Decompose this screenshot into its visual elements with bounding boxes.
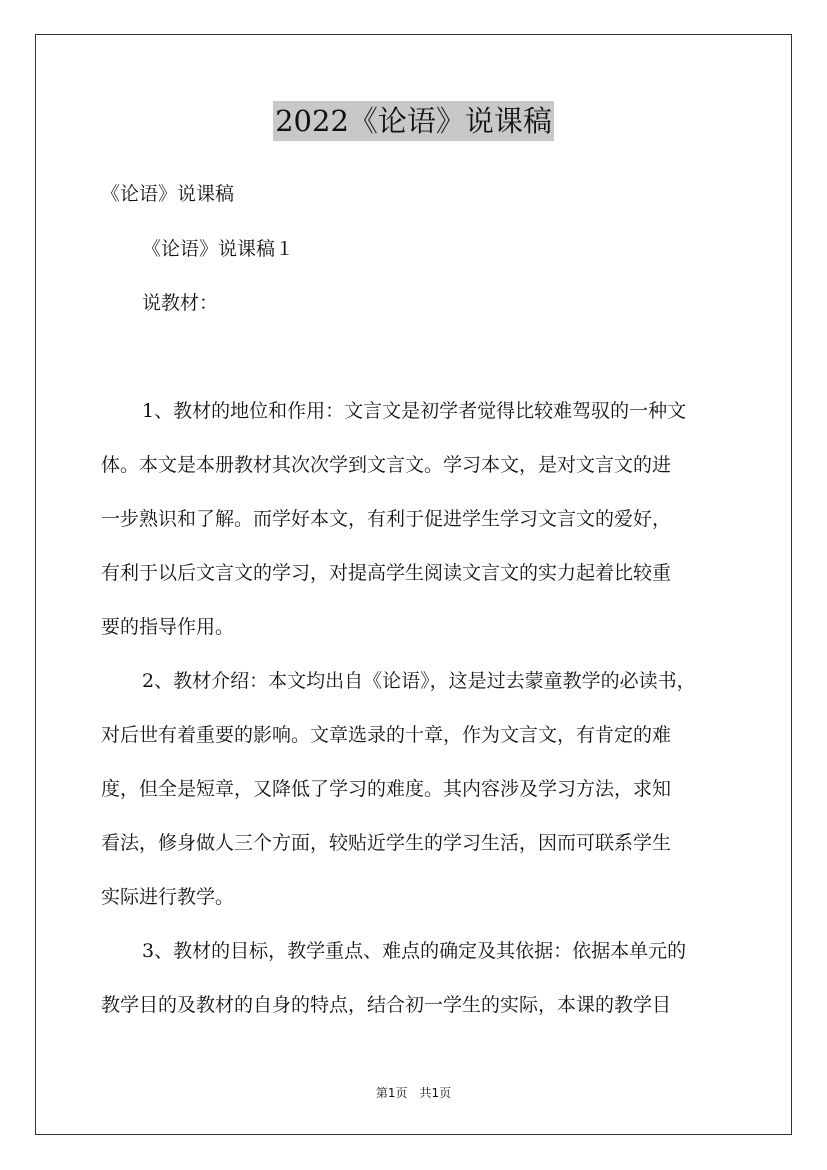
- paragraph-line: 实际进行教学。: [101, 886, 235, 908]
- paragraph-line: 2、教材介绍：本文均出自《论语》，这是过去蒙童教学的必读书，: [142, 670, 696, 692]
- document-title: 2022《论语》说课稿: [273, 101, 554, 141]
- paragraph-line: 1、教材的地位和作用：文言文是初学者觉得比较难驾驭的一种文: [142, 400, 687, 422]
- paragraph-line: 看法，修身做人三个方面，较贴近学生的学习生活，因而可联系学生: [101, 832, 672, 854]
- paragraph-line: 有利于以后文言文的学习，对提高学生阅读文言文的实力起着比较重: [101, 562, 672, 584]
- paragraph-line: 一步熟识和了解。而学好本文，有利于促进学生学习文言文的爱好，: [101, 508, 672, 530]
- paragraph-line: 度，但全是短章，又降低了学习的难度。其内容涉及学习方法，求知: [101, 778, 672, 800]
- document-subtitle: 《论语》说课稿: [101, 183, 235, 205]
- paragraph-line: 3、教材的目标，教学重点、难点的确定及其依据：依据本单元的: [142, 940, 687, 962]
- section-heading: 《论语》说课稿１: [142, 238, 295, 260]
- paragraph-line: 体。本文是本册教材其次次学到文言文。学习本文，是对文言文的进: [101, 454, 672, 476]
- paragraph-line: 对后世有着重要的影响。文章选录的十章，作为文言文，有肯定的难: [101, 724, 672, 746]
- section-label: 说教材：: [142, 292, 219, 314]
- paragraph-line: 要的指导作用。: [101, 616, 235, 638]
- title-container: [0, 101, 827, 141]
- page-footer: 第1页 共1页: [375, 1086, 452, 1100]
- paragraph-line: 教学目的及教材的自身的特点，结合初一学生的实际，本课的教学目: [101, 994, 672, 1016]
